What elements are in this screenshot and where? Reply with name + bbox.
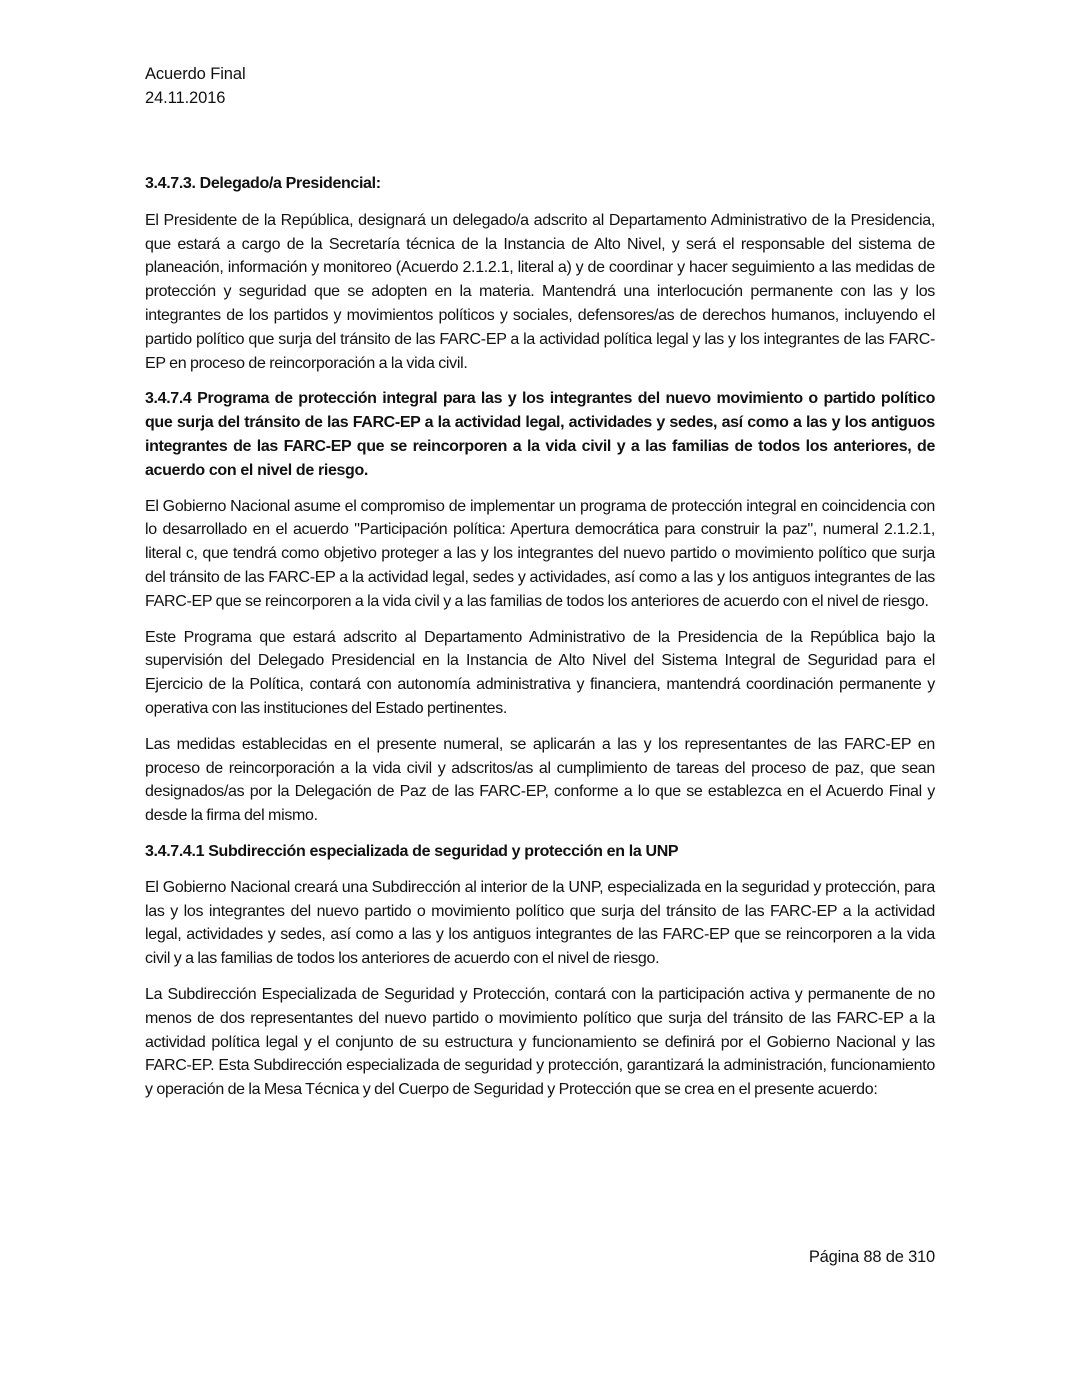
section-heading: 3.4.7.4 Programa de protección integral para las y los integrantes del nuevo movimiento o partido político que surja del tránsito de las FARC-EP a la actividad legal, actividades y sedes, así como a las y los antiguos integrantes de las FARC-EP que se reincorporen a la vida civil y a las familias de todos los anteriores, de acuerdo con el nivel de riesgo. [145,390,935,479]
document-date: 24.11.2016 [145,89,226,107]
body-paragraph: Las medidas establecidas en el presente numeral, se aplicarán a las y los representantes de las FARC-EP en proceso de reincorporación a la vida civil y adscritos/as al cumplimiento de tareas del proceso de paz, que sean designados/as por la Delegación de Paz de las FARC-EP, conforme a lo que se establezca en el Acuerdo Final y desde la firma del mismo. [145,735,935,825]
body-paragraph: El Gobierno Nacional creará una Subdirección al interior de la UNP, especializada en la seguridad y protección, para las y los integrantes del nuevo partido o movimiento político que surja del tránsito de las FARC-EP a la actividad legal, actividades y sedes, así como a las y los antiguos integrantes de las FARC-EP que se reincorporen a la vida civil y a las familias de todos los anteriores de acuerdo con el nivel de riesgo. [145,878,935,968]
body-paragraph: El Gobierno Nacional asume el compromiso de implementar un programa de protección integral en coincidencia con lo desarrollado en el acuerdo "Participación política: Apertura democrática para construir la paz", numeral 2.1.2.1, literal c, que tendrá como objetivo proteger a las y los integrantes del nuevo partido o movimiento político que surja del tránsito de las FARC-EP a la actividad legal, sedes y actividades, así como a las y los antiguos integrantes de las FARC-EP que se reincorporen a la vida civil y a las familias de todos los anteriores de acuerdo con el nivel de riesgo. [145,497,935,610]
document-page [145,62,935,1114]
section-3-4-7-3 [145,172,935,375]
section-3-4-7-4-1 [145,840,935,1102]
section-3-4-7-4 [145,387,935,828]
section-heading: 3.4.7.4.1 Subdirección especializada de seguridad y protección en la UNP [145,842,679,860]
body-paragraph: La Subdirección Especializada de Seguridad y Protección, contará con la participación activa y permanente de no menos de dos representantes del nuevo partido o movimiento político que surja del tránsito de las FARC-EP a la actividad política legal y el conjunto de su estructura y funcionamiento se definirá por el Gobierno Nacional y las FARC-EP. Esta Subdirección especializada de seguridad y protección, garantizará la administración, funcionamiento y operación de la Mesa Técnica y del Cuerpo de Seguridad y Protección que se crea en el presente acuerdo: [145,985,935,1099]
body-paragraph: El Presidente de la República, designará un delegado/a adscrito al Departamento Administrativo de la Presidencia, que estará a cargo de la Secretaría técnica de la Instancia de Alto Nivel, y será el responsable del sistema de planeación, información y monitoreo (Acuerdo 2.1.2.1, literal a) y de coordinar y hacer seguimiento a las medidas de protección y seguridad que se adopten en la materia. Mantendrá una interlocución permanente con las y los integrantes de los partidos y movimientos políticos y sociales, defensores/as de derechos humanos, incluyendo el partido político que surja del tránsito de las FARC-EP a la actividad política legal y las y los integrantes de las FARC-EP en proceso de reincorporación a la vida civil. [145,211,935,372]
document-header [145,62,935,110]
document-title: Acuerdo Final [145,65,246,83]
page-number: Página 88 de 310 [808,1248,935,1266]
section-heading: 3.4.7.3. Delegado/a Presidencial: [145,175,381,192]
body-paragraph: Este Programa que estará adscrito al Departamento Administrativo de la Presidencia de la República bajo la supervisión del Delegado Presidencial en la Instancia de Alto Nivel del Sistema Integral de Seguridad para el Ejercicio de la Política, contará con autonomía administrativa y financiera, mantendrá coordinación permanente y operativa con las instituciones del Estado pertinentes. [145,628,935,717]
